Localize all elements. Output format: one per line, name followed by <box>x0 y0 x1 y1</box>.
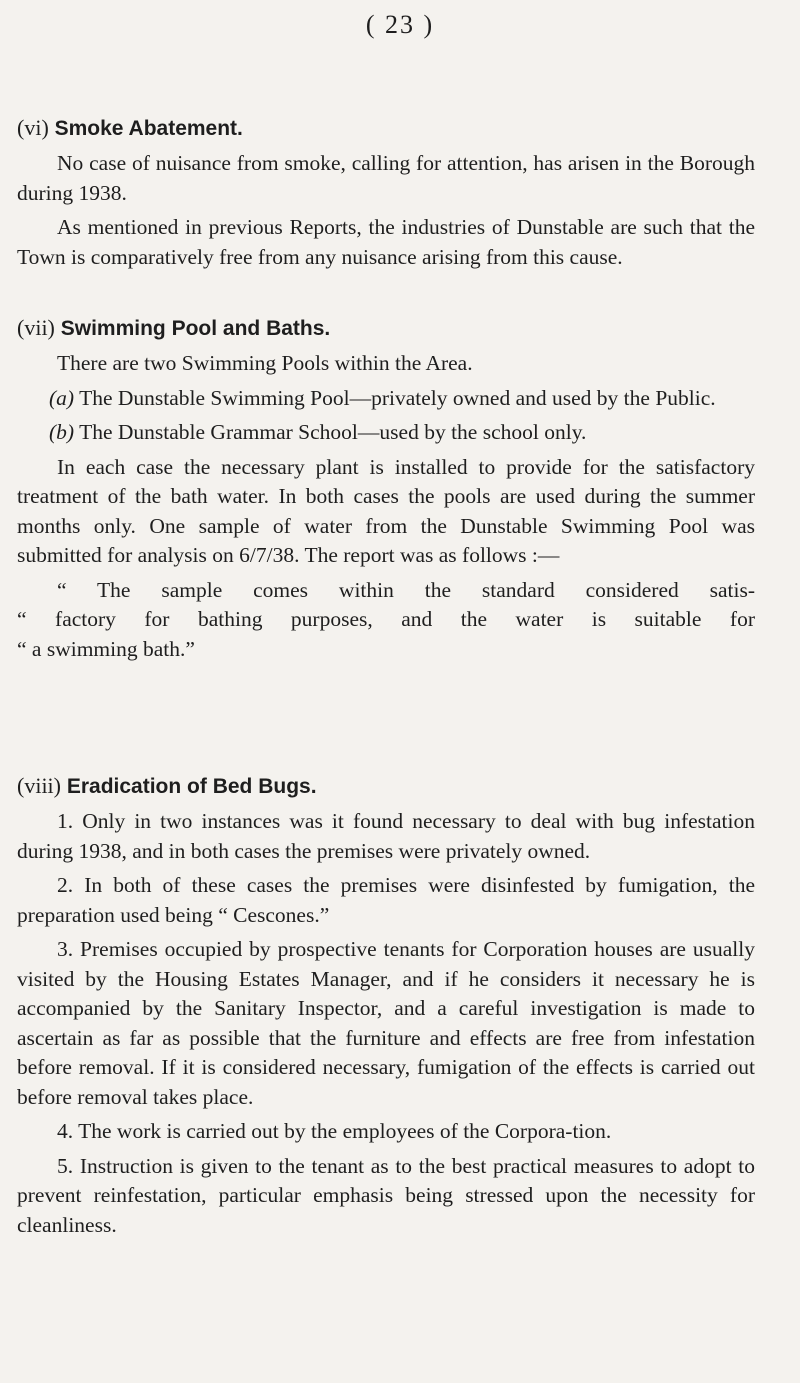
list-text: The Dunstable Swimming Pool—privately owned and used by the Public. <box>79 385 716 410</box>
section-number: (vi) <box>17 115 49 140</box>
section-number: (vii) <box>17 315 55 340</box>
paragraph: As mentioned in previous Reports, the industries of Dunstable are such that the Town is comparatively free from any nuisance arising from this cause. <box>17 215 755 269</box>
page-number: ( 23 ) <box>365 10 435 39</box>
section-bed-bugs <box>17 771 755 1240</box>
section-swimming-pool <box>17 313 755 664</box>
section-heading-bed-bugs <box>17 771 755 802</box>
paragraph: No case of nuisance from smoke, calling for attention, has arisen in the Borough during 1938. <box>17 151 755 205</box>
section-heading-swimming <box>17 313 755 344</box>
section-title: Swimming Pool and Baths. <box>60 317 331 340</box>
section-number: (viii) <box>17 773 61 798</box>
quote-line: “ The sample comes within the standard considered satis- <box>57 577 755 602</box>
list-label: (a) <box>49 385 75 410</box>
section-title: Eradication of Bed Bugs. <box>66 775 317 798</box>
paragraph: In each case the necessary plant is installed to provide for the satisfactory treatment of the bath water. In both cases the pools are used during the summer months only. One sample of water from the Dunstable Swimming Pool was submitted for analysis on 6/7/38. The report was as follows :— <box>17 454 755 567</box>
numbered-paragraph: 4. The work is carried out by the employees of the Corpora-tion. <box>57 1119 612 1143</box>
section-smoke-abatement <box>17 113 755 272</box>
quote-line: “ factory for bathing purposes, and the water is suitable for <box>17 607 755 631</box>
numbered-paragraph: 2. In both of these cases the premises were disinfested by fumigation, the preparation used being “ Cescones.” <box>17 873 755 927</box>
section-title: Smoke Abatement. <box>54 117 243 140</box>
numbered-paragraph: 3. Premises occupied by prospective tenants for Corporation houses are usually visited by the Housing Estates Manager, and if he considers it necessary he is accompanied by the Sanitary Inspector, and a careful investigation is made to ascertain as far as possible that the furniture and effects are free from infestation before removal. If it is considered necessary, fumigation of the effects is carried out before removal takes place. <box>17 937 755 1109</box>
numbered-paragraph: 5. Instruction is given to the tenant as to the best practical measures to adopt to prevent reinfestation, particular emphasis being stressed upon the necessity for cleanliness. <box>17 1153 755 1237</box>
paragraph: There are two Swimming Pools within the Area. <box>57 351 473 375</box>
quote-line: “ a swimming bath.” <box>17 636 195 661</box>
list-item <box>17 384 755 414</box>
list-text: The Dunstable Grammar School—used by the school only. <box>79 420 587 444</box>
list-label: (b) <box>49 420 75 444</box>
numbered-paragraph: 1. Only in two instances was it found necessary to deal with bug infestation during 1938, and in both cases the premises were privately owned. <box>17 809 755 863</box>
quoted-report <box>17 576 755 665</box>
section-heading-smoke <box>17 113 755 144</box>
list-item <box>17 418 755 448</box>
